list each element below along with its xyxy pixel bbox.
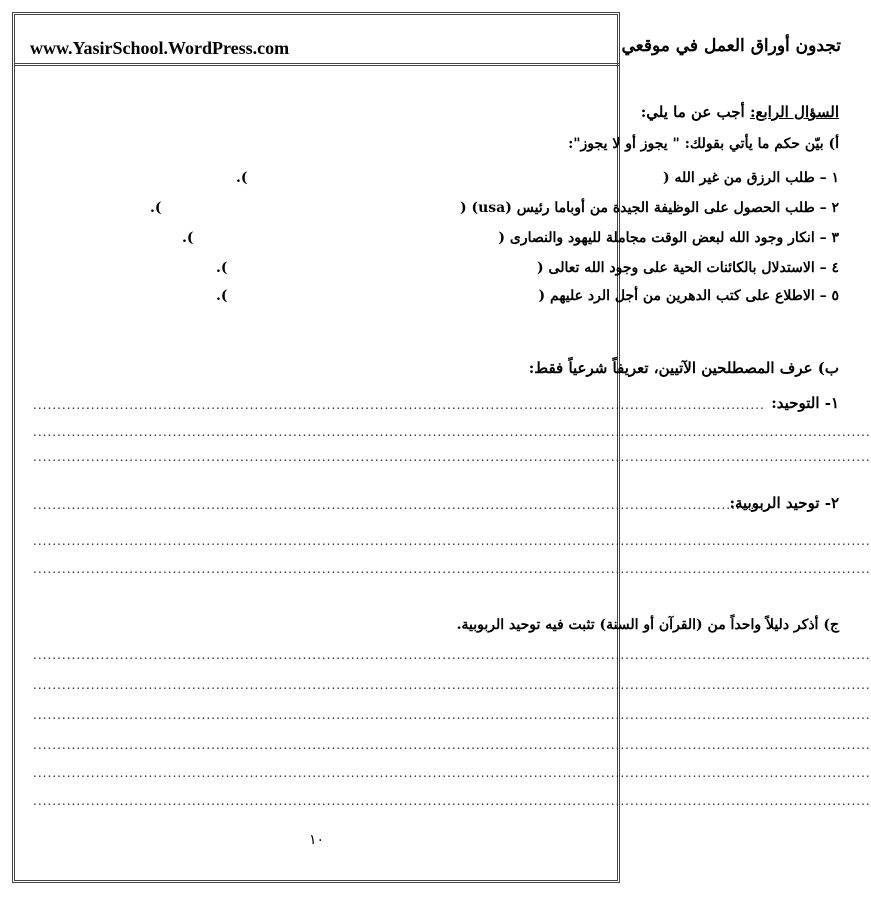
answer-line: .............................................................................................................................................................................. xyxy=(33,766,871,780)
answer-line: .............................................................................................................................................................................. xyxy=(33,562,871,576)
part-a-instruction: بيّن حكم ما يأتي بقولك: " يجوز أو لا يجوز": xyxy=(568,136,824,152)
answer-line: .............................................................................................................................................................................. xyxy=(33,678,871,692)
part-b-heading xyxy=(529,359,839,377)
term-tawheed: ١- التوحيد: xyxy=(771,394,839,412)
part-a-item-4: ٤ – الاستدلال بالكائنات الحية على وجود الله تعالى ( xyxy=(537,260,839,276)
part-a-item-3-close: ). xyxy=(182,230,194,246)
question-heading xyxy=(641,103,839,121)
answer-line: .............................................................................................................................................................................. xyxy=(33,708,871,722)
part-a-item-1-close: ). xyxy=(236,170,248,186)
part-a-heading xyxy=(568,136,839,152)
answer-line: .............................................................................................................................................................................. xyxy=(33,425,871,439)
part-b-label: ب) xyxy=(817,359,839,377)
answer-line: ........................................................................................................................................................ xyxy=(33,398,765,412)
question-instruction: أجب عن ما يلي: xyxy=(640,103,745,121)
part-a-item-2-close: ). xyxy=(150,200,162,216)
part-c-heading xyxy=(457,617,839,633)
part-c-instruction: أذكر دليلاً واحداً من (القرآن أو السنة) تثبت فيه توحيد الربوبية. xyxy=(456,617,819,633)
part-a-item-1: ١ – طلب الرزق من غير الله ( xyxy=(662,170,839,186)
part-a-item-5: ٥ – الاطلاع على كتب الدهرين من أجل الرد عليهم ( xyxy=(538,288,839,304)
part-b-instruction: عرف المصطلحين الآتيين، تعريفاً شرعياً فقط: xyxy=(528,359,813,377)
answer-line: .............................................................................................................................................................................. xyxy=(33,534,871,548)
page-number: ١٠ xyxy=(309,832,325,848)
answer-line: .............................................................................................................................................................................. xyxy=(33,794,871,808)
site-url: www.YasirSchool.WordPress.com xyxy=(30,38,290,58)
answer-line: .............................................................................................................................................................................. xyxy=(33,738,871,752)
part-a-item-2: ٢ – طلب الحصول على الوظيفة الجيدة من أوباما رئيس (usa) ( xyxy=(460,200,839,216)
page-border xyxy=(12,12,620,883)
part-a-label: أ) xyxy=(828,136,839,152)
term-rububiyya: ٢- توحيد الربوبية: xyxy=(729,494,839,512)
part-a-item-3: ٣ – انكار وجود الله لبعض الوقت مجاملة لليهود والنصارى ( xyxy=(498,230,839,246)
header-title: تجدون أوراق العمل في موقعي xyxy=(621,36,841,56)
answer-line: .............................................................................................................................................................................. xyxy=(33,648,871,662)
answer-line: ........................................................................................................................................................ xyxy=(33,498,765,512)
answer-line: .............................................................................................................................................................................. xyxy=(33,450,871,464)
part-a-item-4-close: ). xyxy=(216,260,228,276)
part-c-label: ج) xyxy=(823,617,839,633)
question-label: السؤال الرابع: xyxy=(749,103,839,121)
part-a-item-5-close: ). xyxy=(216,288,228,304)
